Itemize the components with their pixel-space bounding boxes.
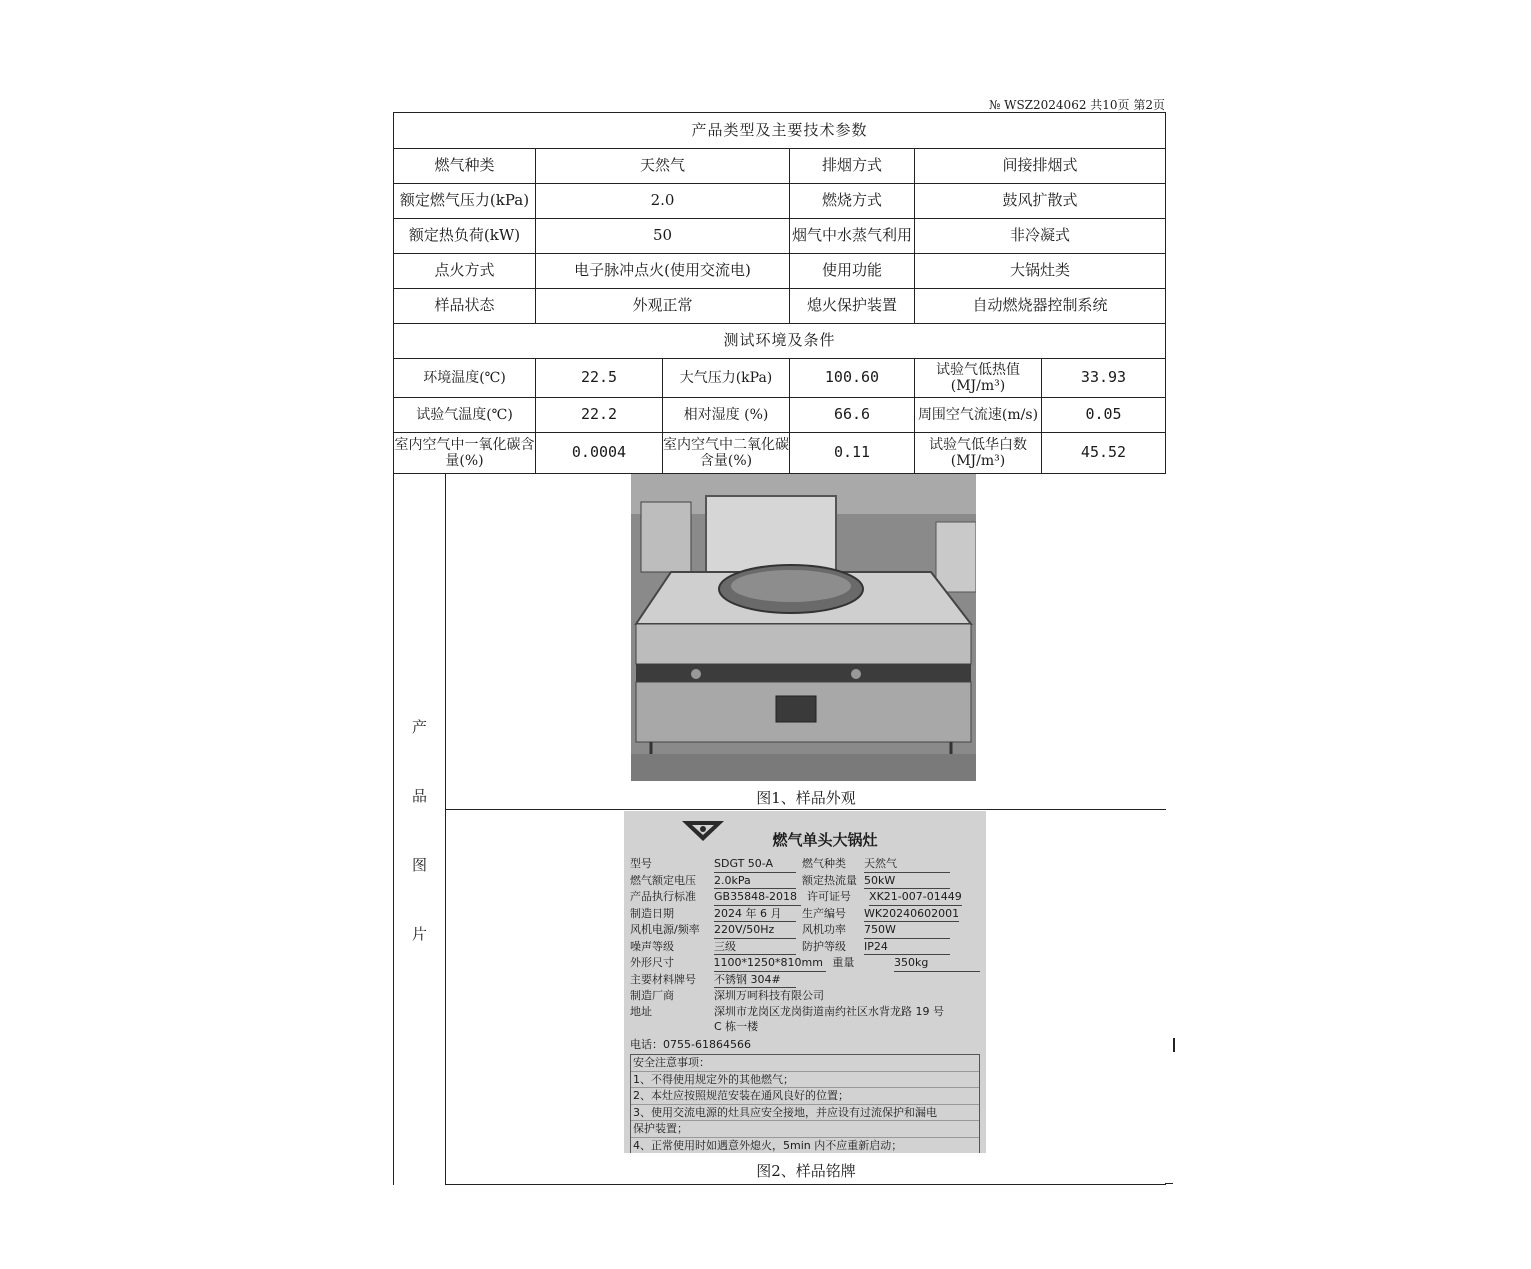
product-images-label — [394, 474, 446, 1185]
nameplate-row — [630, 873, 980, 890]
param-label: 烟气中水蒸气利用 — [790, 219, 915, 254]
nameplate-value: 深圳万呵科技有限公司 — [714, 989, 824, 1002]
nameplate-key: 制造日期 — [630, 906, 674, 920]
nameplate-row — [630, 955, 980, 972]
nameplate-key: 产品执行标准 — [630, 890, 696, 903]
env-value: 22.5 — [536, 359, 663, 398]
nameplate-value: 1100*1250*810mm — [714, 955, 827, 972]
env-label: 试验气低热值(MJ/m³) — [915, 359, 1042, 398]
nameplate-key: 型号 — [630, 857, 652, 870]
nameplate-value: 2.0kPa — [714, 873, 796, 890]
nameplate-row — [630, 889, 980, 906]
nameplate-row — [630, 1004, 980, 1020]
param-label: 额定燃气压力(kPa) — [394, 184, 536, 219]
nameplate-value: XK21-007-01449 — [869, 889, 962, 906]
nameplate-value: 350kg — [894, 955, 980, 972]
safety-item: 2、本灶应按照规范安装在通风良好的位置； — [631, 1088, 979, 1105]
sample-appearance-panel — [446, 474, 1166, 810]
nameplate-value: SDGT 50-A — [714, 856, 796, 873]
env-label: 室内空气中二氧化碳含量(%) — [663, 433, 790, 474]
nameplate-image — [624, 811, 986, 1153]
report-number: № WSZ2024062 共10页 第2页 — [988, 98, 1165, 112]
nameplate-key: 防护等级 — [802, 939, 846, 953]
safety-item: 4、正常使用时如遇意外熄火，5min 内不应重新启动； — [631, 1138, 979, 1154]
nameplate-value: IP24 — [864, 939, 950, 956]
param-value: 鼓风扩散式 — [915, 184, 1166, 219]
nameplate-key: 重量 — [832, 956, 855, 969]
section-title-params: 产品类型及主要技术参数 — [394, 113, 1166, 149]
nameplate-value: 深圳市龙岗区龙岗街道南约社区水背龙路 19 号 — [714, 1004, 944, 1018]
param-label: 燃烧方式 — [790, 184, 915, 219]
param-label: 点火方式 — [394, 254, 536, 289]
nameplate-value: 2024 年 6 月 — [714, 906, 796, 923]
param-value: 非冷凝式 — [915, 219, 1166, 254]
nameplate-value: GB35848-2018 — [714, 889, 801, 906]
param-value: 外观正常 — [536, 289, 790, 324]
nameplate-key: 生产编号 — [802, 906, 846, 920]
param-label: 燃气种类 — [394, 149, 536, 184]
nameplate-value: 220V/50Hz — [714, 922, 796, 939]
param-label: 使用功能 — [790, 254, 915, 289]
safety-title: 安全注意事项： — [631, 1055, 979, 1072]
nameplate-value: 50kW — [864, 873, 950, 890]
nameplate-value: 不锈钢 304# — [714, 972, 796, 989]
phone-text: 电话：0755-61864566 — [630, 1037, 751, 1051]
label-char: 产 — [411, 717, 427, 736]
param-value: 2.0 — [536, 184, 790, 219]
nameplate-key: 许可证号 — [807, 890, 852, 903]
param-label: 样品状态 — [394, 289, 536, 324]
label-char: 片 — [411, 924, 427, 943]
table-edge-line — [1165, 1183, 1173, 1184]
param-value: 自动燃烧器控制系统 — [915, 289, 1166, 324]
nameplate-row — [630, 939, 980, 956]
nameplate-title: 燃气单头大锅灶 — [772, 831, 878, 849]
nameplate-row — [630, 1019, 980, 1035]
sample-nameplate-panel — [446, 810, 1166, 1185]
caption-nameplate: 图2、样品铭牌 — [756, 1162, 856, 1180]
param-value: 间接排烟式 — [915, 149, 1166, 184]
env-label: 试验气低华白数(MJ/m³) — [915, 433, 1042, 474]
sample-photo — [631, 474, 976, 781]
env-label: 相对湿度 (%) — [663, 398, 790, 433]
nameplate-key: 地址 — [630, 1004, 652, 1018]
nameplate-key: 风机功率 — [802, 923, 846, 936]
env-value: 100.60 — [790, 359, 915, 398]
section-title-env: 测试环境及条件 — [394, 324, 1166, 359]
caption-appearance: 图1、样品外观 — [756, 789, 856, 807]
nameplate-row — [630, 988, 980, 1004]
nameplate-key: 外形尺寸 — [630, 956, 674, 969]
param-label: 额定热负荷(kW) — [394, 219, 536, 254]
brand-logo-icon — [680, 817, 726, 843]
nameplate-value: 三级 — [714, 939, 796, 956]
nameplate-value: 750W — [864, 922, 950, 939]
safety-item: 3、使用交流电源的灶具应安全接地，并应设有过流保护和漏电 — [631, 1105, 979, 1122]
nameplate-key: 燃气种类 — [802, 857, 846, 870]
label-char: 图 — [411, 855, 427, 874]
env-value: 66.6 — [790, 398, 915, 433]
env-label: 周围空气流速(m/s) — [915, 398, 1042, 433]
nameplate-row — [630, 922, 980, 939]
safety-item: 1、不得使用规定外的其他燃气； — [631, 1072, 979, 1089]
env-value: 22.2 — [536, 398, 663, 433]
env-label: 试验气温度(℃) — [394, 398, 536, 433]
nameplate-value: WK20240602001 — [864, 906, 959, 923]
nameplate-key: 主要材料牌号 — [630, 972, 696, 986]
param-value: 天然气 — [536, 149, 790, 184]
nameplate-key: 风机电源/频率 — [630, 923, 700, 936]
nameplate-value: C 栋一楼 — [714, 1020, 759, 1033]
safety-item: 保护装置； — [631, 1121, 979, 1138]
nameplate-key: 燃气额定电压 — [630, 873, 696, 887]
env-label: 环境温度(℃) — [394, 359, 536, 398]
nameplate-row — [630, 856, 980, 873]
report-sheet — [393, 112, 1166, 1185]
param-label: 熄火保护装置 — [790, 289, 915, 324]
env-label: 大气压力(kPa) — [663, 359, 790, 398]
param-value: 大锅灶类 — [915, 254, 1166, 289]
nameplate-row — [630, 972, 980, 989]
env-value: 0.11 — [790, 433, 915, 474]
param-label: 排烟方式 — [790, 149, 915, 184]
nameplate-key: 噪声等级 — [630, 939, 674, 953]
env-value: 33.93 — [1042, 359, 1166, 398]
env-value: 45.52 — [1042, 433, 1166, 474]
env-label: 室内空气中一氧化碳含量(%) — [394, 433, 536, 474]
label-char: 品 — [411, 786, 427, 805]
nameplate-value: 天然气 — [864, 856, 950, 873]
nameplate-key: 制造厂商 — [630, 989, 674, 1002]
env-value: 0.0004 — [536, 433, 663, 474]
nameplate-phone — [630, 1037, 980, 1053]
env-value: 0.05 — [1042, 398, 1166, 433]
nameplate-row — [630, 906, 980, 923]
safety-notes — [630, 1054, 980, 1153]
param-value: 电子脉冲点火(使用交流电) — [536, 254, 790, 289]
nameplate-key — [630, 1019, 714, 1035]
nameplate-key: 额定热流量 — [802, 873, 857, 887]
scan-mark — [1173, 1038, 1175, 1052]
param-value: 50 — [536, 219, 790, 254]
nameplate-rows — [630, 856, 980, 972]
